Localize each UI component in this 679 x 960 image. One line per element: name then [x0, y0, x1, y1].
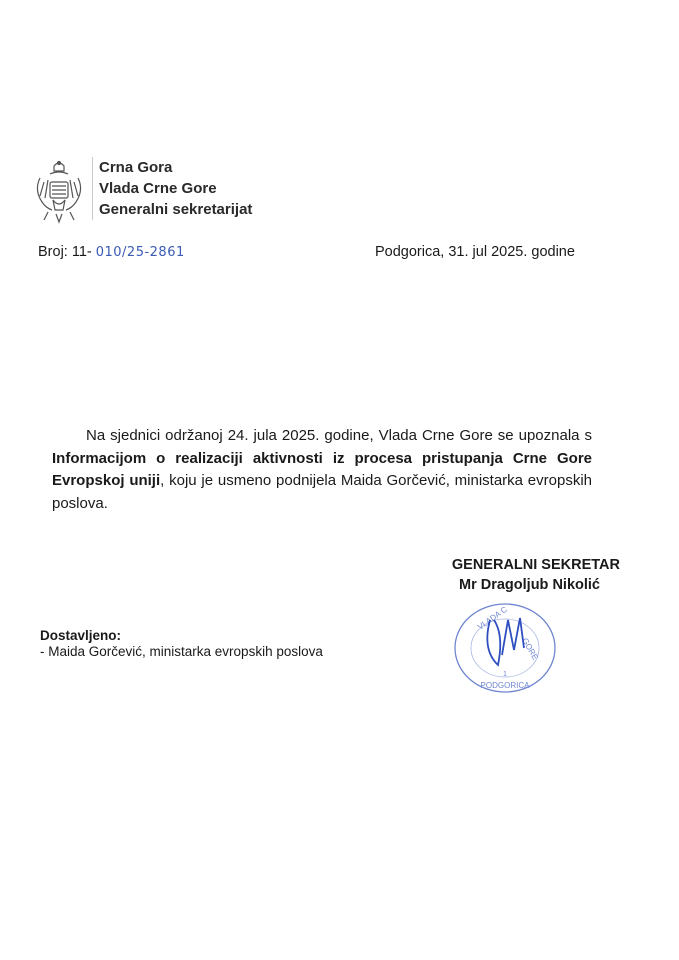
body-text-part1: Na sjednici održanoj 24. jula 2025. godine, Vlada Crne Gore se upoznala s: [86, 427, 592, 444]
delivery-list: [40, 628, 323, 660]
body-paragraph: [52, 425, 592, 515]
signatory-title: GENERALNI SEKRETAR: [451, 557, 620, 573]
svg-text:GORE: GORE: [520, 636, 540, 662]
document-title-bold: Informacijom o realizaciji aktivnosti iz procesa pristupanja Crne Gore Evropskoj uniji: [52, 449, 592, 489]
body-text-part2: , koju je usmeno podnijela Maida Gorčević, ministarka evropskih poslova.: [52, 472, 592, 512]
place-date: Podgorica, 31. jul 2025. godine: [375, 244, 575, 260]
coat-of-arms-icon: [34, 160, 84, 226]
delivery-label: Dostavljeno:: [40, 628, 122, 643]
delivery-item: - Maida Gorčević, ministarka evropskih poslova: [40, 644, 323, 659]
svg-text:PODGORICA: PODGORICA: [480, 681, 530, 690]
header-country: Crna Gora: [99, 159, 173, 176]
signatory-name: Mr Dragoljub Nikolić: [459, 577, 600, 593]
reference-number: [38, 244, 185, 260]
reference-label: Broj: 11-: [38, 244, 92, 260]
handwritten-reference: 010/25-2861: [95, 245, 185, 260]
official-stamp-icon: [450, 600, 560, 695]
header-department: Generalni sekretarijat: [99, 201, 253, 218]
svg-text:1: 1: [503, 671, 507, 678]
institution-header: [92, 157, 252, 220]
signature-block: [405, 555, 620, 595]
svg-text:VLADA C: VLADA C: [475, 604, 509, 632]
header-government: Vlada Crne Gore: [99, 180, 217, 197]
